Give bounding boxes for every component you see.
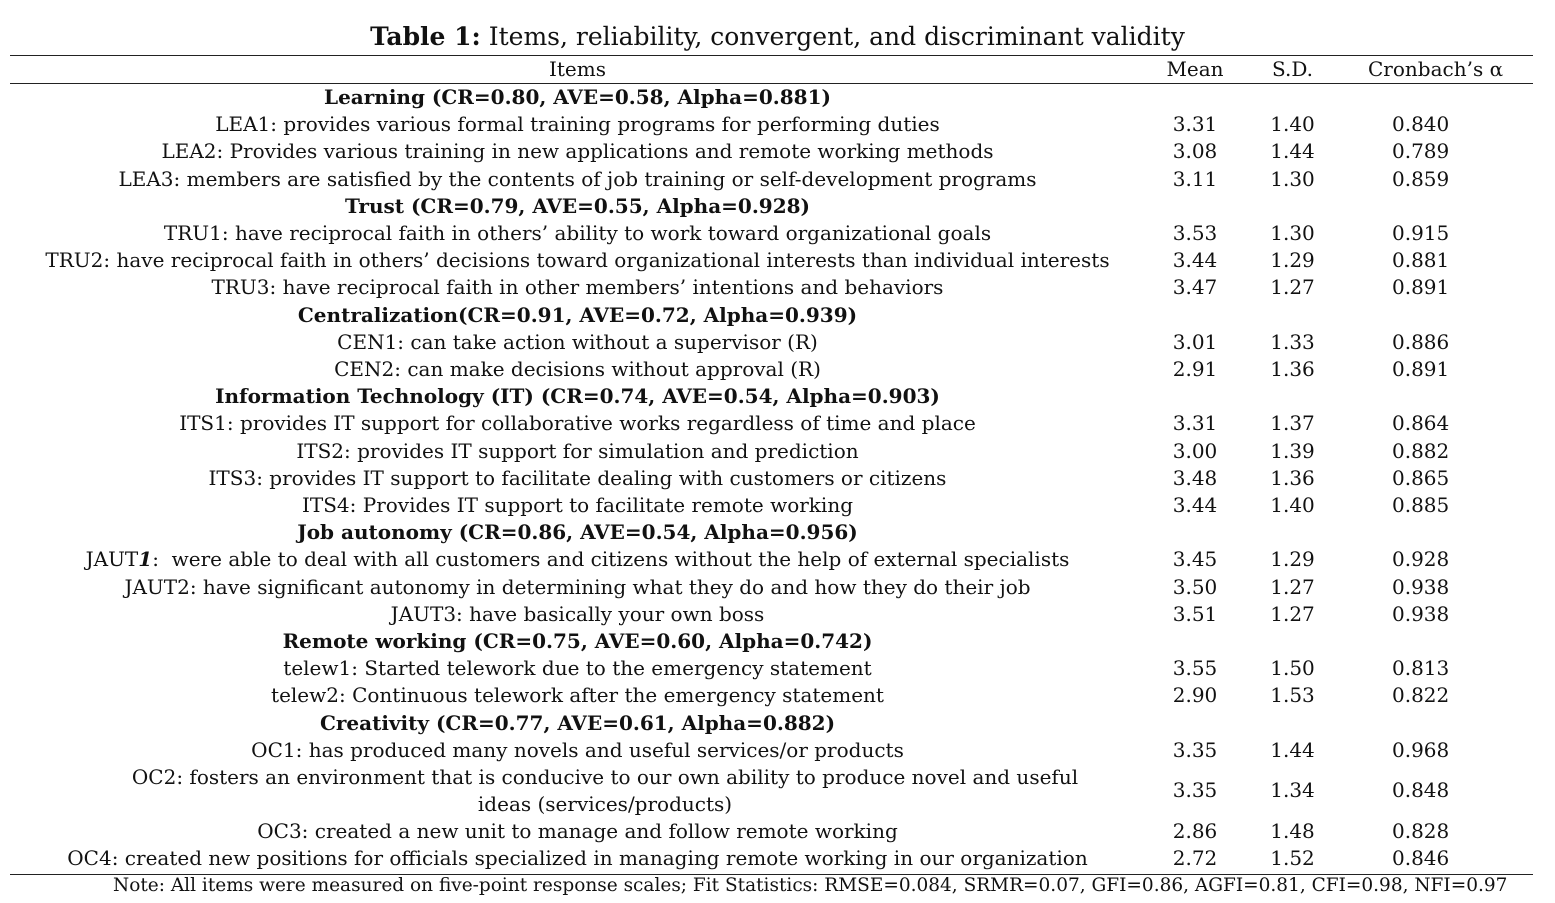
alpha-cell: 0.813 — [1392, 656, 1450, 681]
empty-cell — [1145, 519, 1245, 546]
empty-cell — [1340, 302, 1533, 329]
empty-cell — [1340, 710, 1533, 737]
empty-cell — [1145, 628, 1245, 655]
sd-cell: 1.27 — [1270, 601, 1315, 626]
table-row — [10, 655, 1533, 682]
sd-cell: 1.50 — [1270, 656, 1315, 681]
sd-cell: 1.34 — [1270, 778, 1315, 803]
sd-cell: 1.27 — [1270, 275, 1315, 300]
item-cell: ITS2: provides IT support for simulation and prediction — [296, 438, 859, 463]
alpha-cell: 0.886 — [1392, 329, 1450, 354]
mean-cell: 3.08 — [1172, 139, 1218, 164]
mean-cell: 3.50 — [1172, 574, 1218, 599]
item-cell: TRU1: have reciprocal faith in others’ ability to work toward organizational goals — [163, 221, 992, 246]
mean-cell: 3.45 — [1172, 547, 1218, 572]
alpha-cell: 0.915 — [1392, 221, 1450, 246]
mean-cell: 3.53 — [1172, 221, 1218, 246]
alpha-cell: 0.885 — [1392, 493, 1450, 518]
table-body — [10, 84, 1533, 872]
table-row — [10, 737, 1533, 764]
table-row — [10, 410, 1533, 437]
mean-cell: 3.51 — [1172, 601, 1218, 626]
table-row — [10, 845, 1533, 872]
item-cell: OC4: created new positions for officials specialized in managing remote working in our organization — [67, 846, 1088, 871]
item-cell: TRU2: have reciprocal faith in others’ decisions toward organizational interests than individual interests — [45, 248, 1110, 273]
table-row — [10, 465, 1533, 492]
empty-cell — [1145, 193, 1245, 220]
empty-cell — [1145, 710, 1245, 737]
item-cell: LEA1: provides various formal training programs for performing duties — [215, 112, 940, 137]
item-cell: CEN1: can take action without a supervisor (R) — [337, 329, 818, 354]
table-row — [10, 818, 1533, 845]
section-heading: Creativity (CR=0.77, AVE=0.61, Alpha=0.882) — [319, 710, 836, 735]
mean-cell: 3.47 — [1172, 275, 1218, 300]
mean-cell: 3.55 — [1172, 656, 1218, 681]
sd-cell: 1.40 — [1270, 493, 1315, 518]
alpha-cell: 0.828 — [1392, 819, 1450, 844]
empty-cell — [1340, 383, 1533, 410]
item-code: JAUT — [85, 547, 139, 572]
item-cell: LEA3: members are satisfied by the contents of job training or self-development programs — [118, 166, 1037, 191]
empty-cell — [1245, 84, 1340, 111]
mean-cell: 3.35 — [1172, 778, 1218, 803]
alpha-cell: 0.968 — [1392, 737, 1450, 762]
item-cell: telew2: Continuous telework after the emergency statement — [271, 683, 884, 708]
table-title-text: Items, reliability, convergent, and discriminant validity — [480, 22, 1185, 51]
alpha-cell: 0.846 — [1392, 846, 1450, 871]
sd-cell: 1.44 — [1270, 139, 1315, 164]
table-row — [10, 166, 1533, 193]
empty-cell — [1245, 193, 1340, 220]
empty-cell — [1340, 193, 1533, 220]
alpha-cell: 0.938 — [1392, 601, 1450, 626]
header-items: Items — [548, 57, 606, 82]
empty-cell — [1340, 628, 1533, 655]
section-heading: Job autonomy (CR=0.86, AVE=0.54, Alpha=0.956) — [297, 520, 858, 545]
mean-cell: 3.44 — [1172, 493, 1218, 518]
alpha-cell: 0.928 — [1392, 547, 1450, 572]
mean-cell: 3.35 — [1172, 737, 1218, 762]
section-row — [10, 84, 1533, 111]
empty-cell — [1245, 302, 1340, 329]
item-cell: TRU3: have reciprocal faith in other members’ intentions and behaviors — [211, 275, 944, 300]
item-cell: ITS3: provides IT support to facilitate dealing with customers or citizens — [208, 465, 947, 490]
item-cell: OC1: has produced many novels and useful services/or products — [251, 737, 904, 762]
empty-cell — [1145, 302, 1245, 329]
alpha-cell: 0.864 — [1392, 411, 1450, 436]
mean-cell: 3.00 — [1172, 438, 1218, 463]
item-cell — [10, 546, 1145, 573]
sd-cell: 1.29 — [1270, 547, 1315, 572]
alpha-cell: 0.848 — [1392, 778, 1450, 803]
section-heading: Learning (CR=0.80, AVE=0.58, Alpha=0.881) — [324, 85, 831, 109]
mean-cell: 3.31 — [1172, 411, 1218, 436]
section-heading: Remote working (CR=0.75, AVE=0.60, Alpha=0.742) — [282, 629, 873, 654]
empty-cell — [1145, 383, 1245, 410]
sd-cell: 1.44 — [1270, 737, 1315, 762]
alpha-cell: 0.859 — [1392, 166, 1450, 191]
alpha-cell: 0.822 — [1392, 683, 1450, 708]
section-row — [10, 302, 1533, 329]
table-row — [10, 492, 1533, 519]
table-title — [0, 20, 1555, 54]
sd-cell: 1.33 — [1270, 329, 1315, 354]
alpha-cell: 0.891 — [1392, 275, 1450, 300]
table-note: Note: All items were measured on five-point response scales; Fit Statistics: RMSE=0.084, SRMR=0.07, GFI=0.86, AGFI=0.81, CFI=0.98, NFI=0.97 — [113, 875, 1508, 896]
section-row — [10, 628, 1533, 655]
table-row — [10, 274, 1533, 301]
table-row — [10, 601, 1533, 628]
section-heading: Information Technology (IT) (CR=0.74, AVE=0.54, Alpha=0.903) — [215, 384, 940, 409]
empty-cell — [1340, 84, 1533, 111]
mean-cell: 3.01 — [1172, 329, 1218, 354]
item-code-emphasis: 1 — [138, 547, 153, 572]
alpha-cell: 0.881 — [1392, 248, 1450, 273]
item-cell: JAUT3: have basically your own boss — [390, 601, 765, 626]
mean-cell: 2.91 — [1172, 357, 1218, 382]
alpha-cell: 0.891 — [1392, 357, 1450, 382]
empty-cell — [1245, 383, 1340, 410]
sd-cell: 1.30 — [1270, 166, 1315, 191]
table-row — [10, 682, 1533, 709]
section-heading: Centralization(CR=0.91, AVE=0.72, Alpha=0.939) — [297, 302, 858, 327]
item-cell: LEA2: Provides various training in new applications and remote working methods — [161, 139, 994, 164]
mean-cell: 2.72 — [1172, 846, 1218, 871]
section-row — [10, 710, 1533, 737]
empty-cell — [1340, 519, 1533, 546]
item-cell: OC2: fosters an environment that is conducive to our own ability to produce novel and useful ideas (services/products) — [131, 765, 1079, 817]
alpha-cell: 0.938 — [1392, 574, 1450, 599]
alpha-cell: 0.840 — [1392, 112, 1450, 137]
item-cell: JAUT2: have significant autonomy in determining what they do and how they do their job — [124, 574, 1031, 599]
mean-cell: 3.48 — [1172, 465, 1218, 490]
table-row — [10, 111, 1533, 138]
header-alpha: Cronbach’s α — [1368, 57, 1504, 82]
section-row — [10, 193, 1533, 220]
item-cell: CEN2: can make decisions without approval (R) — [334, 357, 821, 382]
table-title-label: Table 1: — [370, 22, 481, 51]
sd-cell: 1.29 — [1270, 248, 1315, 273]
mean-cell: 3.44 — [1172, 248, 1218, 273]
alpha-cell: 0.789 — [1392, 139, 1450, 164]
results-table — [10, 56, 1533, 872]
table-row — [10, 764, 1533, 818]
table-row — [10, 220, 1533, 247]
sd-cell: 1.53 — [1270, 683, 1315, 708]
item-text: : were able to deal with all customers and citizens without the help of external specialists — [152, 547, 1070, 572]
item-cell: ITS1: provides IT support for collaborative works regardless of time and place — [179, 411, 976, 436]
mean-cell: 3.31 — [1172, 112, 1218, 137]
empty-cell — [1245, 628, 1340, 655]
sd-cell: 1.30 — [1270, 221, 1315, 246]
mean-cell: 2.86 — [1172, 819, 1218, 844]
header-mean: Mean — [1166, 57, 1224, 82]
sd-cell: 1.40 — [1270, 112, 1315, 137]
table-row — [10, 546, 1533, 573]
sd-cell: 1.52 — [1270, 846, 1315, 871]
header-row — [10, 56, 1533, 84]
sd-cell: 1.48 — [1270, 819, 1315, 844]
table-row — [10, 356, 1533, 383]
header-sd: S.D. — [1271, 57, 1314, 82]
item-cell: telew1: Started telework due to the emergency statement — [283, 656, 872, 681]
sd-cell: 1.39 — [1270, 438, 1315, 463]
table-row — [10, 138, 1533, 165]
section-row — [10, 383, 1533, 410]
sd-cell: 1.36 — [1270, 357, 1315, 382]
table-row — [10, 329, 1533, 356]
section-heading: Trust (CR=0.79, AVE=0.55, Alpha=0.928) — [344, 193, 811, 218]
sd-cell: 1.27 — [1270, 574, 1315, 599]
empty-cell — [1245, 519, 1340, 546]
empty-cell — [1145, 84, 1245, 111]
mean-cell: 3.11 — [1172, 166, 1218, 191]
alpha-cell: 0.882 — [1392, 438, 1450, 463]
sd-cell: 1.36 — [1270, 465, 1315, 490]
sd-cell: 1.37 — [1270, 411, 1315, 436]
empty-cell — [1245, 710, 1340, 737]
table-row — [10, 247, 1533, 274]
table-row — [10, 438, 1533, 465]
section-row — [10, 519, 1533, 546]
alpha-cell: 0.865 — [1392, 465, 1450, 490]
item-cell: ITS4: Provides IT support to facilitate remote working — [301, 493, 853, 518]
mean-cell: 2.90 — [1172, 683, 1218, 708]
item-cell: OC3: created a new unit to manage and follow remote working — [257, 819, 898, 844]
table-row — [10, 574, 1533, 601]
